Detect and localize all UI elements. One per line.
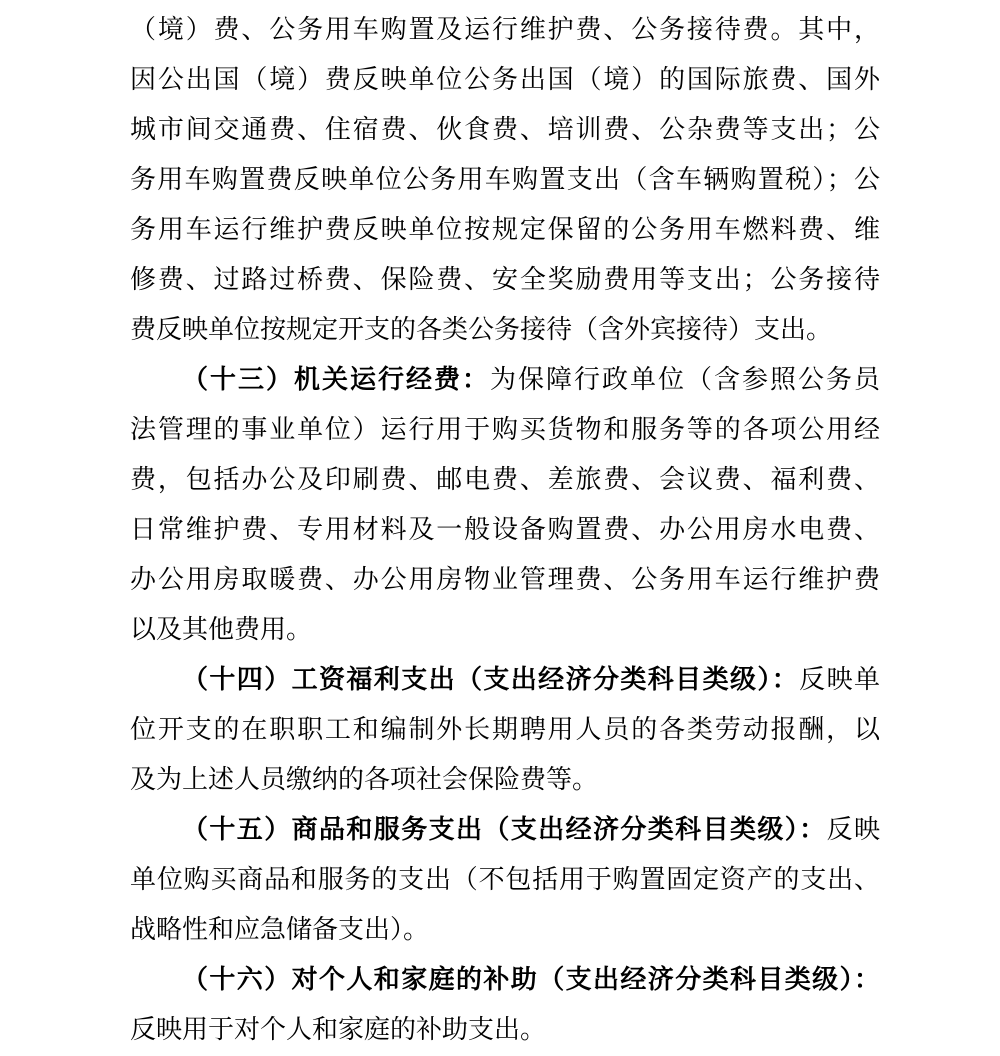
term-heading-segment: （十四）工资福利支出（支出经济分类科目类级）： xyxy=(182,665,800,694)
term-heading-segment: （十六）对个人和家庭的补助（支出经济分类科目类级）： xyxy=(182,965,880,994)
body-text-segment: 战略性和应急储备支出）。 xyxy=(130,915,430,944)
body-text-segment: 反映单 xyxy=(799,665,880,694)
text-line xyxy=(130,605,880,655)
text-line xyxy=(130,5,880,55)
text-line xyxy=(130,205,880,255)
term-heading-segment: （十三）机关运行经费： xyxy=(182,365,490,394)
text-line xyxy=(130,705,880,755)
text-line xyxy=(130,155,880,205)
body-text-segment: 费反映单位按规定开支的各类公务接待（含外宾接待）支出。 xyxy=(130,315,833,344)
body-text-segment: 以及其他费用。 xyxy=(130,615,313,644)
body-text-segment: 因公出国（境）费反映单位公务出国（境）的国际旅费、国外 xyxy=(130,65,880,94)
body-text-segment: 费，包括办公及印刷费、邮电费、差旅费、会议费、福利费、 xyxy=(130,465,880,494)
body-text-segment: 修费、过路过桥费、保险费、安全奖励费用等支出；公务接待 xyxy=(130,265,880,294)
text-line xyxy=(130,855,880,905)
body-text-segment: 单位购买商品和服务的支出（不包括用于购置固定资产的支出、 xyxy=(130,865,880,894)
body-text-segment: 及为上述人员缴纳的各项社会保险费等。 xyxy=(130,765,599,794)
body-text-segment: 务用车购置费反映单位公务用车购置支出（含车辆购置税）；公 xyxy=(130,165,880,194)
text-line xyxy=(130,55,880,105)
body-text-segment: 反映 xyxy=(826,815,880,844)
text-line xyxy=(130,955,880,1005)
body-text-segment: 办公用房取暖费、办公用房物业管理费、公务用车运行维护费 xyxy=(130,565,880,594)
text-line xyxy=(130,655,880,705)
text-line xyxy=(130,355,880,405)
text-line xyxy=(130,105,880,155)
text-line xyxy=(130,555,880,605)
body-text-segment: 务用车运行维护费反映单位按规定保留的公务用车燃料费、维 xyxy=(130,215,880,244)
body-text-segment: 城市间交通费、住宿费、伙食费、培训费、公杂费等支出；公 xyxy=(130,115,880,144)
document-body xyxy=(130,5,880,1055)
body-text-segment: 法管理的事业单位）运行用于购买货物和服务等的各项公用经 xyxy=(130,415,880,444)
text-line xyxy=(130,455,880,505)
text-line xyxy=(130,305,880,355)
text-line xyxy=(130,255,880,305)
body-text-segment: 位开支的在职职工和编制外长期聘用人员的各类劳动报酬，以 xyxy=(130,715,880,744)
text-line xyxy=(130,905,880,955)
text-line xyxy=(130,1005,880,1055)
text-line xyxy=(130,755,880,805)
body-text-segment: （境）费、公务用车购置及运行维护费、公务接待费。其中， xyxy=(130,15,880,44)
body-text-segment: 为保障行政单位（含参照公务员 xyxy=(490,365,880,394)
body-text-segment: 反映用于对个人和家庭的补助支出。 xyxy=(130,1015,547,1044)
text-line xyxy=(130,505,880,555)
text-line xyxy=(130,405,880,455)
text-line xyxy=(130,805,880,855)
term-heading-segment: （十五）商品和服务支出（支出经济分类科目类级）： xyxy=(182,815,827,844)
body-text-segment: 日常维护费、专用材料及一般设备购置费、办公用房水电费、 xyxy=(130,515,880,544)
